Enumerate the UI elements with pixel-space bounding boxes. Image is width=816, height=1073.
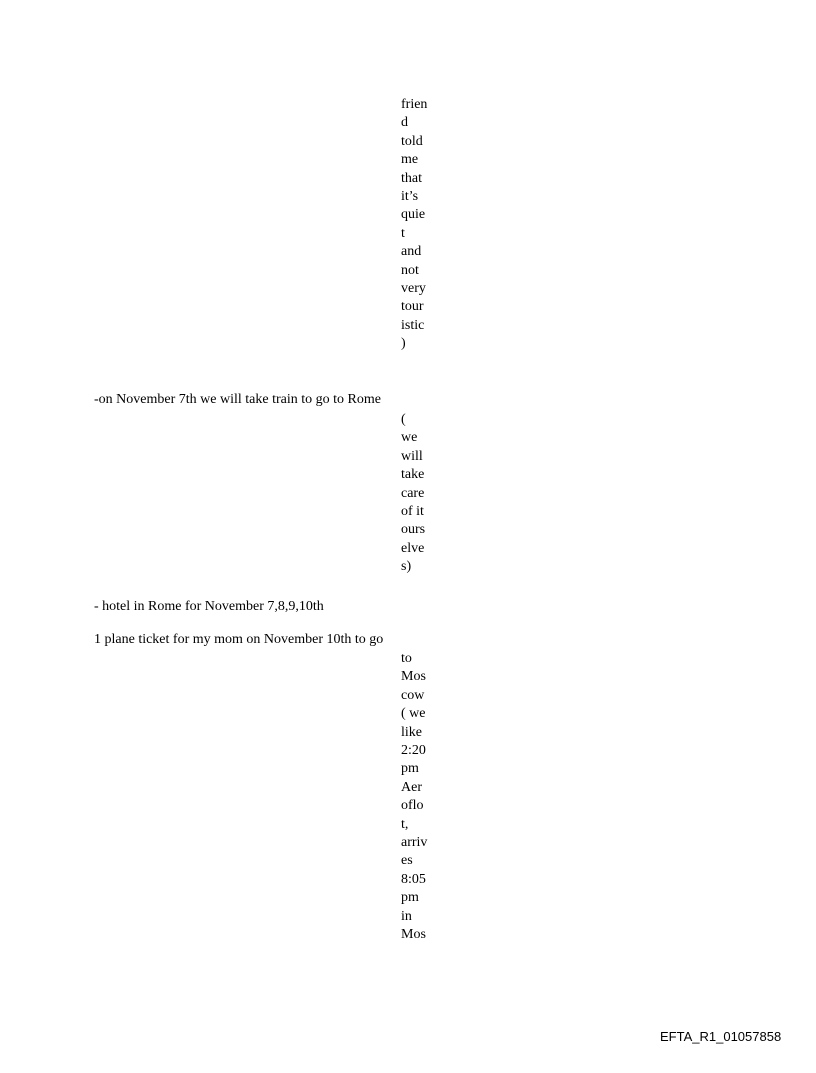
column-line: not bbox=[401, 262, 419, 278]
column-line: that bbox=[401, 170, 422, 186]
column-line: of it bbox=[401, 504, 424, 520]
column-line: pm bbox=[401, 761, 419, 777]
column-line: told bbox=[401, 133, 423, 149]
column-line: 8:05 bbox=[401, 871, 426, 887]
hotel-line: - hotel in Rome for November 7,8,9,10th bbox=[94, 599, 324, 614]
column-line: in bbox=[401, 908, 412, 924]
column-line: tour bbox=[401, 299, 424, 315]
column-line: 2:20 bbox=[401, 743, 426, 759]
column-line: ( we bbox=[401, 706, 426, 722]
column-line: arriv bbox=[401, 835, 428, 851]
column-line: es bbox=[401, 853, 413, 869]
column-line: to bbox=[401, 651, 412, 666]
column-line: and bbox=[401, 244, 422, 260]
wrapped-text-column-1 bbox=[401, 96, 449, 354]
plane-ticket-line: 1 plane ticket for my mom on November 10th to go bbox=[94, 632, 384, 647]
wrapped-text-column-2 bbox=[401, 411, 449, 577]
column-line: Aer bbox=[401, 779, 422, 795]
column-line: oflo bbox=[401, 798, 424, 814]
column-line: s) bbox=[401, 559, 412, 575]
column-line: t bbox=[401, 225, 405, 241]
column-line: cow bbox=[401, 687, 425, 703]
column-line: quie bbox=[401, 207, 426, 223]
document-id: EFTA_R1_01057858 bbox=[660, 1029, 782, 1044]
column-line: like bbox=[401, 724, 422, 740]
column-line: Mos bbox=[401, 927, 426, 943]
column-line: elve bbox=[401, 540, 425, 556]
column-line: will bbox=[401, 448, 423, 464]
column-line: frien bbox=[401, 97, 428, 112]
column-line: t, bbox=[401, 816, 409, 832]
train-line: -on November 7th we will take train to go to Rome bbox=[94, 392, 381, 407]
column-line: Mos bbox=[401, 669, 426, 685]
column-line: ( bbox=[401, 412, 406, 427]
column-line: ours bbox=[401, 522, 426, 538]
column-line: it’s bbox=[401, 189, 419, 205]
column-line: care bbox=[401, 485, 425, 501]
column-line: pm bbox=[401, 890, 419, 906]
wrapped-text-column-3 bbox=[401, 650, 449, 945]
column-line: very bbox=[401, 281, 426, 297]
column-line: we bbox=[401, 430, 418, 446]
column-line: d bbox=[401, 115, 408, 131]
column-line: me bbox=[401, 152, 419, 168]
column-line: ) bbox=[401, 336, 406, 352]
column-line: take bbox=[401, 467, 425, 483]
column-line: istic bbox=[401, 317, 425, 333]
